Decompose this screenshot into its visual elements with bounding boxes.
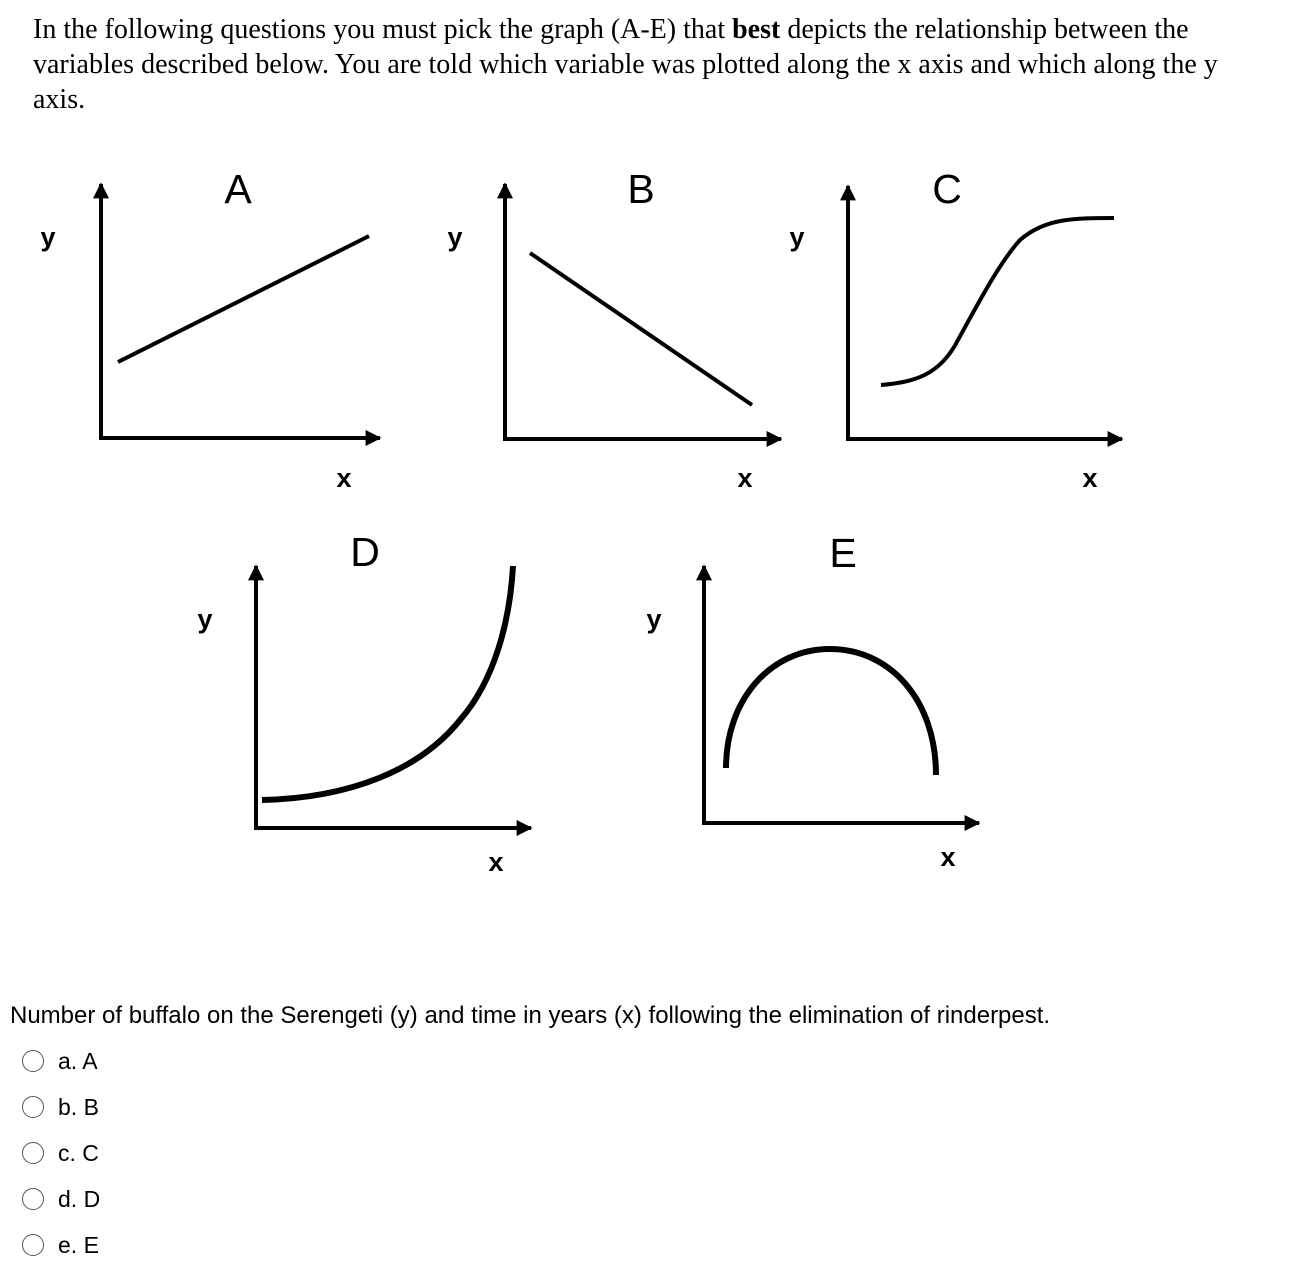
graph-b-letter: B xyxy=(627,166,655,212)
graph-a-curve xyxy=(118,236,369,362)
option-d-radio[interactable] xyxy=(22,1188,44,1210)
graph-d-x-label: x xyxy=(488,847,504,877)
graph-b xyxy=(447,166,781,493)
graph-e-y-label: y xyxy=(646,604,662,634)
graph-e-curve xyxy=(726,649,936,775)
graph-e xyxy=(646,530,979,872)
graph-d xyxy=(197,529,531,877)
graph-d-y-label: y xyxy=(197,604,213,634)
graph-c xyxy=(789,166,1122,493)
graph-e-x-label: x xyxy=(940,842,956,872)
option-d-label: d. D xyxy=(58,1185,101,1212)
question-text: Number of buffalo on the Serengeti (y) and time in years (x) following the elimination of rinderpest. xyxy=(10,1002,1051,1029)
option-a[interactable] xyxy=(22,1038,100,1084)
graph-c-curve xyxy=(881,218,1114,385)
option-e-label: e. E xyxy=(58,1231,99,1258)
option-b-label: b. B xyxy=(58,1093,99,1120)
graph-c-y-label: y xyxy=(789,222,805,252)
graph-b-curve xyxy=(530,253,752,405)
option-c-radio[interactable] xyxy=(22,1142,44,1164)
option-a-label: a. A xyxy=(58,1047,98,1074)
graph-c-letter: C xyxy=(932,166,962,212)
graph-a xyxy=(40,166,380,493)
option-e-radio[interactable] xyxy=(22,1234,44,1256)
graph-a-y-label: y xyxy=(40,222,56,252)
option-a-radio[interactable] xyxy=(22,1050,44,1072)
option-c[interactable] xyxy=(22,1130,100,1176)
option-b[interactable] xyxy=(22,1084,100,1130)
graph-b-y-label: y xyxy=(447,222,463,252)
graph-a-x-label: x xyxy=(336,463,352,493)
instructions-part-1: In the following questions you must pick the graph (A-E) that xyxy=(33,14,733,45)
graph-a-letter: A xyxy=(224,166,252,212)
instructions-bold-word: best xyxy=(732,14,781,45)
instructions-part-2: depicts the relationship between the variables described below. You are told which variable was plotted along the x axis and which along the y axis. xyxy=(33,14,1218,115)
graph-d-letter: D xyxy=(350,529,380,575)
graph-e-letter: E xyxy=(829,530,857,576)
option-d[interactable] xyxy=(22,1176,100,1222)
graph-b-x-label: x xyxy=(737,463,753,493)
option-b-radio[interactable] xyxy=(22,1096,44,1118)
answer-options xyxy=(22,1038,100,1268)
graph-c-x-label: x xyxy=(1082,463,1098,493)
graph-d-curve xyxy=(262,566,513,800)
option-c-label: c. C xyxy=(58,1139,99,1166)
option-e[interactable] xyxy=(22,1222,100,1268)
